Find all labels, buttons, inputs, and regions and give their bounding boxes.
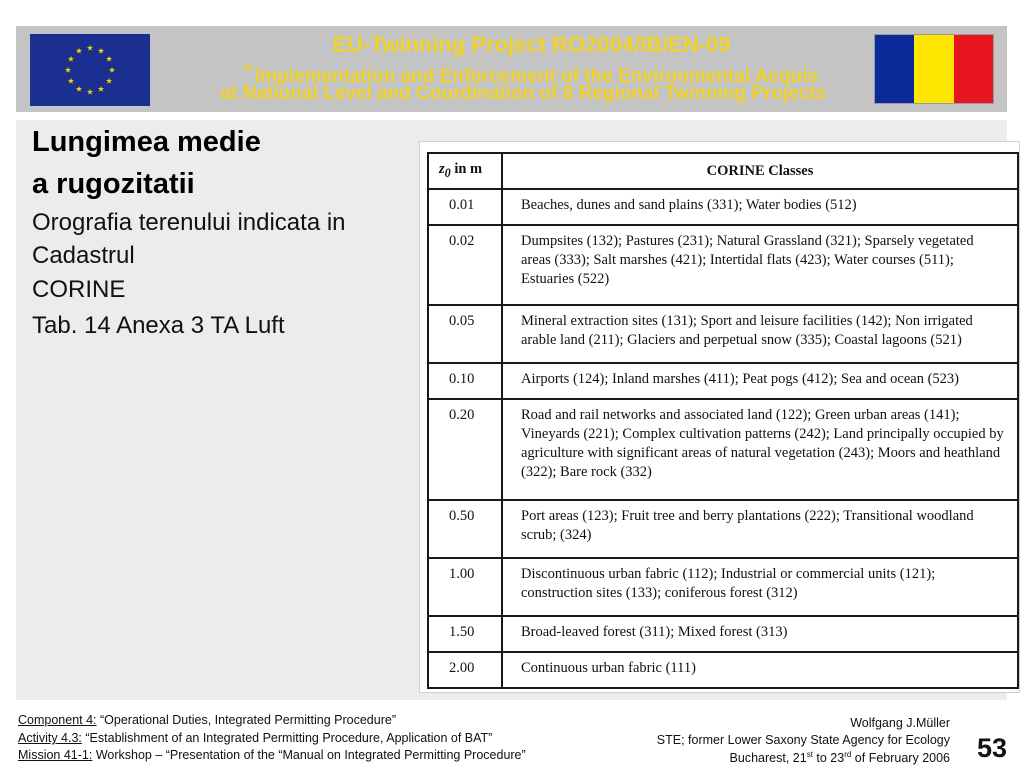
roughness-value-cell: 0.05 [428,305,502,363]
footer-place-date [730,750,950,765]
header-title: EU-Twinning Project RO2004/IB/EN-09 [332,32,731,57]
slide-body-line4: Tab. 14 Anexa 3 TA Luft [32,312,285,339]
header-roughness-length [428,153,502,189]
flag-stripe-red [954,35,993,103]
corine-classes-cell: Port areas (123); Fruit tree and berry plantations (222); Transitional woodland scrub; (324) [502,500,1018,558]
table-row [428,652,1018,688]
table-row [428,399,1018,501]
footer-activity-label: Activity 4.3: [18,731,82,745]
footer-component-label: Component 4: [18,713,97,727]
header-subtitle-text: Implementation and Enforcement of the Environmental Acquis [254,66,819,87]
footer-affiliation: STE; former Lower Saxony State Agency for Ecology [656,733,950,747]
corine-table-image [419,141,1020,693]
corine-classes-cell: Airports (124); Inland marshes (411); Peat pogs (412); Sea and ocean (523) [502,363,1018,399]
table-row [428,363,1018,399]
roughness-value-cell: 0.02 [428,225,502,305]
slide-title-line1: Lungimea medie [32,126,261,158]
table-header-row [428,153,1018,189]
roughness-value-cell: 0.20 [428,399,502,501]
table-row [428,500,1018,558]
roughness-value-cell: 1.50 [428,616,502,652]
roughness-value-cell: 0.10 [428,363,502,399]
footer-author: Wolfgang J.Müller [850,716,950,730]
table-row [428,189,1018,225]
roughness-value-cell: 0.50 [428,500,502,558]
roughness-value-cell: 2.00 [428,652,502,688]
romania-flag-icon [874,34,994,104]
date-mid: to 23 [812,751,845,766]
roughness-value-cell: 0.01 [428,189,502,225]
date-prefix: Bucharest, 21 [729,751,807,766]
header-band [16,26,1007,112]
corine-classes-cell: Discontinuous urban fabric (112); Industrial or commercial units (121); construction sites (133); coniferous forest (312) [502,558,1018,616]
date-sup-rd: rd [844,750,852,759]
footer-component-text: “Operational Duties, Integrated Permitting Procedure” [96,713,396,727]
footer-mission [18,748,526,762]
table-row [428,616,1018,652]
date-suffix: of February 2006 [851,751,950,766]
slide-title-line2: a rugozitatii [32,168,195,200]
z-symbol: z [439,160,445,177]
header-quote-mark: “ [242,58,253,91]
slide-body-line1: Orografia terenului indicata in [32,209,346,236]
slide-body-line2: Cadastrul [32,242,135,269]
flag-stripe-yellow [914,35,953,103]
corine-classes-cell: Beaches, dunes and sand plains (331); Water bodies (512) [502,189,1018,225]
date-sup-st: st [806,750,813,759]
table-body [428,189,1018,688]
table-row [428,225,1018,305]
corine-classes-cell: Dumpsites (132); Pastures (231); Natural Grassland (321); Sparsely vegetated areas (333); Salt marshes (421); Intertidal flats (423); Water courses (511); Estuaries (522) [502,225,1018,305]
corine-classes-cell: Road and rail networks and associated land (122); Green urban areas (141); Vineyards (221); Complex cultivation patterns (242); Land principally occupied by agriculture with significant areas of natural vegetation (243); Moors and heathland (322); Bare rock (332) [502,399,1018,501]
footer-activity [18,731,492,745]
table-row [428,305,1018,363]
z-subscript: 0 [444,165,451,180]
flag-stripe-blue [875,35,914,103]
roughness-value-cell: 1.00 [428,558,502,616]
page-number: 53 [977,733,1008,763]
footer-component [18,713,396,727]
footer-mission-label: Mission 41-1: [18,748,93,762]
header-corine-classes: CORINE Classes [502,153,1018,189]
corine-classes-cell: Broad-leaved forest (311); Mixed forest (313) [502,616,1018,652]
footer-activity-text: “Establishment of an Integrated Permitting Procedure, Application of BAT” [81,731,493,745]
corine-classes-cell: Mineral extraction sites (131); Sport and leisure facilities (142); Non irrigated arable land (211); Glaciers and perpetual snow (335); Coastal lagoons (521) [502,305,1018,363]
corine-roughness-table [427,152,1019,689]
footer-mission-text: Workshop – “Presentation of the “Manual on Integrated Permitting Procedure” [92,748,526,762]
table-row [428,558,1018,616]
slide-body-line3: CORINE [32,276,126,303]
corine-classes-cell: Continuous urban fabric (111) [502,652,1018,688]
z-unit: in m [450,160,483,177]
header-subtitle-line2: at National Level and Coordination of 8 Regional Twinning Projects [220,83,827,104]
